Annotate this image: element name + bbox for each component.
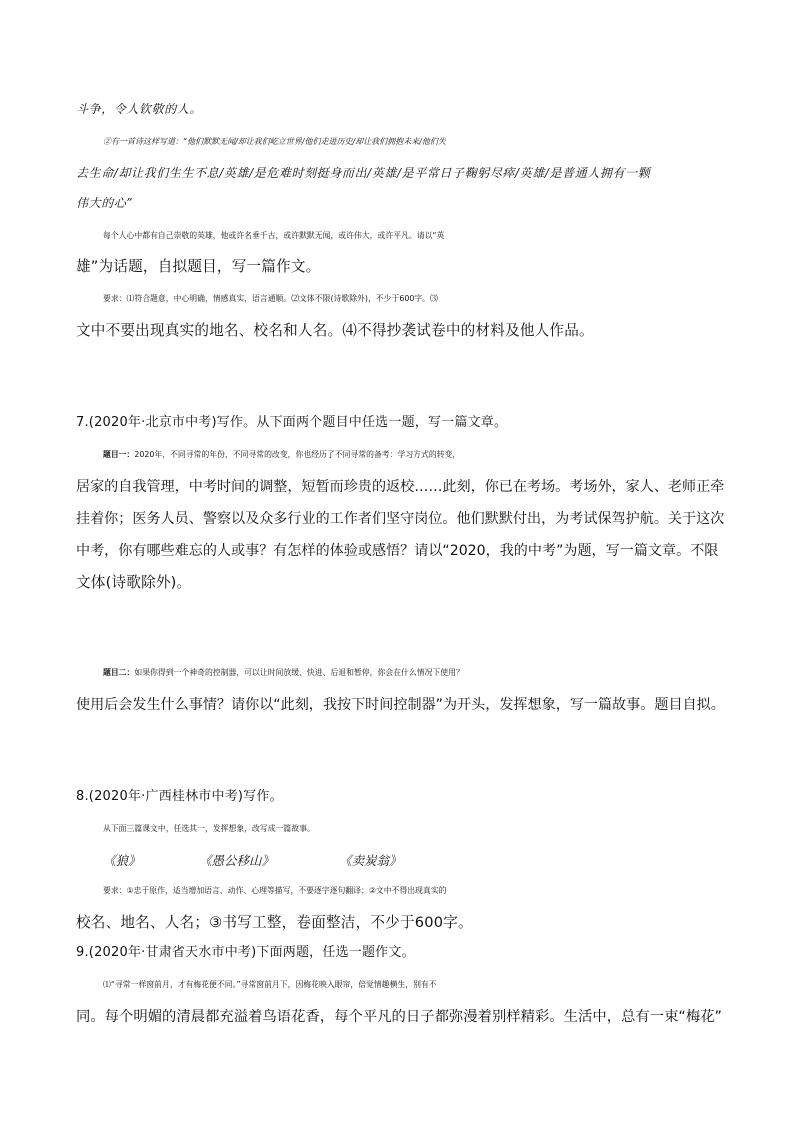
topic-one-text: 2020年，不同寻常的年份，不同寻常的改变，你也经历了不同寻常的备考：学习方式的转变， <box>134 450 461 459</box>
requirements-line: 要求：①忠于原作，适当增加语言、动作、心理等描写，不要逐字逐句翻译；②文中不得出现真实的 <box>103 886 447 895</box>
question-heading: 8.(2020年·广西桂林市中考)写作。 <box>76 789 283 804</box>
paragraph-line: ⑴“寻常一样窗前月，才有梅花便不同。”寻常窗前月下，因梅花映入眼帘，倍觉情趣横生，别有不 <box>103 980 437 989</box>
topic-two-text: 如果你得到一个神奇的控制器，可以让时间放缓、快进、后退和暂停，你会在什么情况下使用？ <box>134 668 464 677</box>
title-charcoal: 《卖炭翁》 <box>339 853 402 868</box>
poem-line: 伟大的心” <box>76 196 134 210</box>
question-heading: 7.(2020年·北京市中考)写作。从下面两个题目中任选一题，写一篇文章。 <box>76 415 508 430</box>
poem-line: 斗争，令人钦敬的人。 <box>76 102 203 116</box>
paragraph-line: 挂着你；医务人员、警察以及众多行业的工作者们坚守岗位。他们默默付出，为考试保驾护航。关于这次 <box>76 511 725 527</box>
paragraph-line: 居家的自我管理，中考时间的调整，短暂而珍贵的返校……此刻，你已在考场。考场外，家人、老师正牵 <box>76 479 725 495</box>
poem-line: ②有一首诗这样写道：“他们默默无闻/却让我们屹立世界/他们走进历史/却让我们拥抱未来/他们失 <box>103 137 446 146</box>
paragraph-line: 使用后会发生什么事情？请你以“此刻，我按下时间控制器”为开头，发挥想象，写一篇故事。题目自拟。 <box>76 697 725 713</box>
requirements-line: 文中不要出现真实的地名、校名和人名。⑷不得抄袭试卷中的材料及他人作品。 <box>76 322 594 339</box>
paragraph-line: 每个人心中都有自己崇敬的英雄，他或许名垂千古，或许默默无闻，或许伟大，或许平凡。请以“英 <box>103 231 445 240</box>
topic-two-line <box>103 664 753 682</box>
title-yugong: 《愚公移山》 <box>199 853 275 868</box>
requirements-line: 要求：⑴符合题意，中心明确，情感真实，语言通顺。⑵文体不限(诗歌除外)，不少于600字。⑶ <box>103 294 438 303</box>
question-heading: 9.(2020年·甘肃省天水市中考)下面两题，任选一题作文。 <box>76 945 415 960</box>
paragraph-line: 文体(诗歌除外)。 <box>76 574 192 591</box>
topic-two-label: 题目二： <box>103 668 135 677</box>
requirements-line: 校名、地名、人名；③书写工整，卷面整洁，不少于600字。 <box>76 914 473 931</box>
paragraph-line: 雄”为话题，自拟题目，写一篇作文。 <box>76 258 321 275</box>
text-titles <box>103 852 753 872</box>
paragraph-line: 从下面三篇课文中，任选其一，发挥想象，改写成一篇故事。 <box>103 824 315 833</box>
topic-one-line <box>103 446 753 464</box>
poem-line: 去生命/却让我们生生不息/英雄/是危难时刻挺身而出/英雄/是平常日子鞠躬尽瘁/英雄/是普通人拥有一颗 <box>76 166 651 180</box>
topic-one-label: 题目一： <box>103 450 135 459</box>
paragraph-line: 中考，你有哪些难忘的人或事？有怎样的体验或感悟？请以“2020，我的中考”为题，写一篇文章。不限 <box>76 543 719 559</box>
paragraph-line: 同。每个明媚的清晨都充溢着鸟语花香，每个平凡的日子都弥漫着别样精彩。生活中，总有一束“梅花” <box>76 1009 722 1025</box>
title-wolf: 《狼》 <box>103 853 141 868</box>
